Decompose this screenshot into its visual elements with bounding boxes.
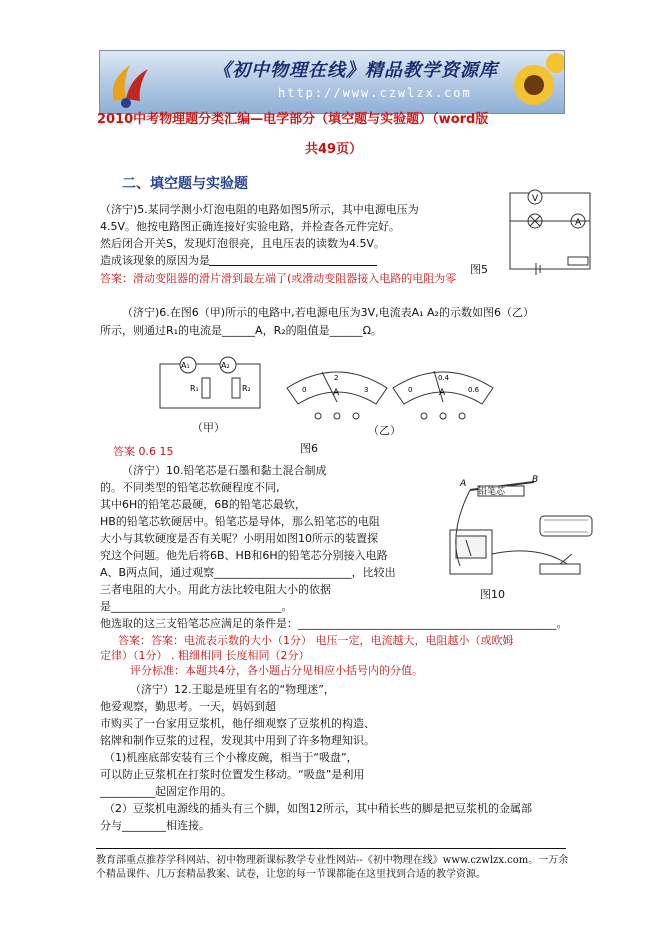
q12-line-2: 他爱观察，勤思考。一天，妈妈到超 [100, 700, 276, 713]
figure-10-label: 图10 [480, 588, 505, 601]
q10-line-3: 其中6H的铅笔芯最硬，6B的铅笔芯最软， [100, 498, 306, 511]
banner-url: http://www.czwlzx.com [278, 86, 472, 100]
q6-line-1: （济宁)6.在图6（甲)所示的电路中,若电源电压为3V,电流表A₁ A₂的示数如图6（乙） [122, 306, 534, 319]
figure-5-label: 图5 [470, 263, 488, 276]
ammeter-a2-dial [390, 358, 496, 428]
svg-text:0: 0 [302, 386, 307, 394]
q10-line-7: A、B两点间，通过观察_________________________，比较出 [100, 566, 396, 579]
q10-answer-2: 定律）（1分） . 粗细相同 长度相同（2分） [100, 649, 310, 662]
doc-title-line1: 2010中考物理题分类汇编—电学部分（填空题与实验题）（word版 [97, 112, 489, 127]
q10-line-5: 大小与其软硬度是否有关呢？小明用如图10所示的装置探 [100, 532, 378, 545]
q12-line-6: 可以防止豆浆机在打浆时位置发生移动。“吸盘”是利用 [100, 768, 365, 781]
svg-text:V: V [532, 194, 539, 204]
figure-10-apparatus [440, 474, 605, 589]
logo-icon [100, 51, 160, 113]
svg-text:0.4: 0.4 [438, 374, 450, 382]
circuit-label-r1: R₁ [190, 384, 199, 393]
ammeter-a1-dial [284, 358, 390, 428]
q10-line-8: 三者电阻的大小。用此方法比较电阻大小的依据 [100, 583, 331, 596]
svg-text:2: 2 [334, 374, 339, 382]
q6-answer: 答案 0.6 15 [113, 445, 174, 458]
q12-line-5: （1)机座底部安装有三个小橡皮碗，相当于“吸盘”， [104, 751, 358, 764]
figure-6-jia: （甲） [192, 421, 225, 434]
q10-line-6: 究这个问题。他先后将6B、HB和6H的铅笔芯分别接入电路 [100, 549, 388, 562]
doc-title-line2: 共49页） [305, 142, 363, 157]
q10-line-4: HB的铅笔芯软硬居中。铅笔芯是导体，那么铅笔芯的电阻 [100, 515, 380, 528]
svg-text:0.6: 0.6 [468, 386, 480, 394]
circuit-label-a1: A₁ [181, 361, 190, 370]
svg-text:0: 0 [408, 386, 413, 394]
header-banner [99, 50, 565, 114]
svg-text:A: A [439, 388, 446, 398]
figure-5-circuit [500, 183, 600, 283]
figure-6-label: 图6 [300, 442, 318, 455]
q10-line-2: 的。不同类型的铅笔芯软硬程度不同, [100, 481, 280, 494]
q12-line-8: （2）豆浆机电源线的插头有三个脚，如图12所示，其中稍长些的脚是把豆浆机的金属部 [104, 802, 532, 815]
circuit-label-r2: R₂ [242, 384, 251, 393]
q10-scoring: 评分标准：本题共4分，各小题占分见相应小括号内的分值。 [130, 664, 423, 677]
circuit-label-a2: A₂ [221, 361, 230, 370]
svg-text:A: A [460, 479, 467, 489]
q12-line-1: （济宁）12.王聪是班里有名的“物理迷”， [130, 683, 335, 696]
q12-line-7: __________起固定作用的。 [100, 785, 232, 798]
footer-line-2: 个精品课件、几万套精品教案、试卷，让您的每一节课都能在这里找到合适的教学资源。 [96, 869, 486, 880]
q5-answer: 答案：滑动变阻器的滑片滑到最左端了(或滑动变阻器接入电路的电阻为零 [100, 272, 457, 285]
figure-6-circuit [156, 354, 271, 414]
q10-line-9: 是_______________________________。 [100, 600, 293, 613]
svg-text:A: A [575, 218, 582, 228]
q5-blank [209, 265, 377, 266]
q5-line-2: 4.5V。他按电路图正确连接好实验电路，并检查各元件完好。 [100, 220, 401, 233]
q5-line-1: （济宁)5.某同学测小灯泡电阻的电路如图5所示，其中电源电压为 [100, 203, 419, 216]
q12-line-3: 市购买了一台家用豆浆机，他仔细观察了豆浆机的构造、 [100, 717, 375, 730]
svg-text:A: A [333, 388, 340, 398]
svg-text:3: 3 [364, 386, 369, 394]
figure-10-text: 铅笔芯 [478, 487, 506, 497]
section-heading: 二、填空题与实验题 [122, 176, 248, 192]
q10-answer-1: 答案：答案：电流表示数的大小（1分） 电压一定，电流越大，电阻越小（或欧姆 [118, 634, 514, 647]
q10-line-1: （济宁）10.铅笔芯是石墨和黏土混合制成 [122, 464, 327, 477]
q6-line-2: 所示，则通过R₁的电流是______A，R₂的阻值是______Ω。 [100, 324, 383, 337]
banner-title: 《初中物理在线》精品教学资源库 [213, 60, 498, 81]
sunflower-icon [504, 51, 564, 113]
footer-divider [96, 848, 566, 849]
q12-line-9: 分与________相连接。 [100, 819, 210, 832]
figure-6-yi: （乙） [368, 424, 401, 437]
footer-line-1: 教育部重点推荐学科网站、初中物理新课标教学专业性网站--《初中物理在线》www.czwlzx.com。一万余 [96, 855, 569, 866]
q12-line-4: 铭牌和制作豆浆的过程，发现其中用到了许多物理知识。 [100, 734, 375, 747]
q5-line-4: 造成该现象的原因为是 [100, 254, 210, 267]
q10-line-10: 他选取的这三支铅笔芯应满足的条件是：_______________________________________________。 [100, 617, 568, 630]
q5-line-3: 然后闭合开关S，发现灯泡很亮，且电压表的读数为4.5V。 [100, 237, 385, 250]
svg-text:B: B [532, 475, 539, 485]
